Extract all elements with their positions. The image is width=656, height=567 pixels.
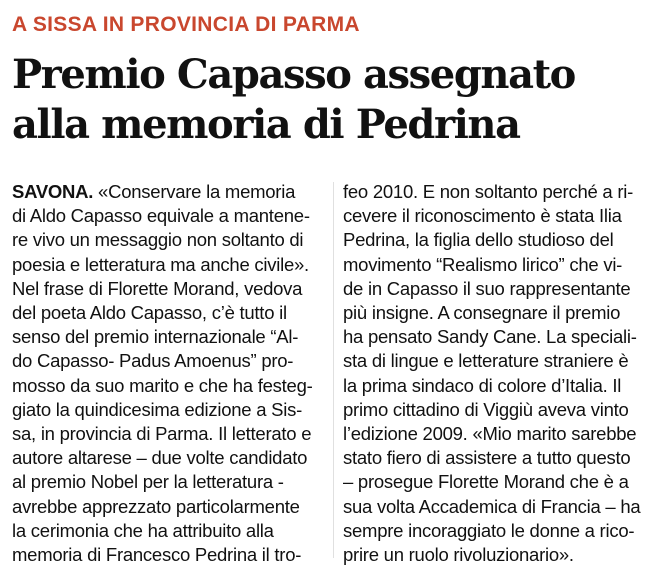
text-line: sa, in provincia di Parma. Il letterato e xyxy=(12,423,312,445)
text-line: cevere il riconoscimento è stata Ilia xyxy=(343,205,622,227)
text-line: senso del premio internazionale “Al- xyxy=(12,326,299,348)
text-line: feo 2010. E non soltanto perché a ri- xyxy=(343,181,634,202)
article-column-left xyxy=(12,180,328,567)
text-line: Nel frase di Florette Morand, vedova xyxy=(12,277,303,299)
text-line: del poeta Aldo Capasso, c’è tutto il xyxy=(12,302,287,324)
text-line: re vivo un messaggio non soltanto di xyxy=(12,229,304,251)
text-line: di Aldo Capasso equivale a mantene- xyxy=(12,205,310,227)
text-line: mosso da suo marito e che ha festeg- xyxy=(12,374,313,396)
text-line: poesia e letteratura ma anche civile». xyxy=(12,253,309,275)
text-line: stato fiero di assistere a tutto questo xyxy=(343,447,631,469)
text-line: autore altarese – due volte candidato xyxy=(12,447,308,469)
text-line: la prima sindaco di colore d’Italia. Il xyxy=(343,374,622,396)
article-headline xyxy=(12,50,652,150)
article-column-right xyxy=(343,180,653,567)
text-line: – prosegue Florette Morand che è a xyxy=(343,471,629,493)
text-line: do Capasso- Padus Amoenus” pro- xyxy=(12,350,294,372)
text-line: de in Capasso il suo rappresentante xyxy=(343,277,631,299)
text-line: Pedrina, la figlia dello studioso del xyxy=(343,229,614,251)
text-line-content: «Conservare la memoria xyxy=(93,181,296,202)
text-line: ha pensato Sandy Cane. La speciali- xyxy=(343,326,637,348)
text-line: giato la quindicesima edizione a Sis- xyxy=(12,398,303,420)
text-line: memoria di Francesco Pedrina il tro- xyxy=(12,544,302,566)
text-line: prire un ruolo rivoluzionario». xyxy=(343,544,574,566)
headline-line: alla memoria di Pedrina xyxy=(12,101,520,148)
text-line: al premio Nobel per la letteratura - xyxy=(12,471,284,493)
dateline: SAVONA. xyxy=(12,181,94,202)
text-line: primo cittadino di Viggiù aveva vinto xyxy=(343,398,629,420)
text-line xyxy=(12,180,328,204)
text-line: la cerimonia che ha attribuito alla xyxy=(12,519,274,541)
text-line: avrebbe apprezzato particolarmente xyxy=(12,495,300,517)
text-line: sempre incoraggiato le donne a rico- xyxy=(343,519,635,541)
text-line: sta di lingue e letterature straniere è xyxy=(343,350,629,372)
text-line: più insigne. A consegnare il premio xyxy=(343,302,621,324)
headline-line: Premio Capasso assegnato xyxy=(12,51,575,98)
section-kicker: A SISSA IN PROVINCIA DI PARMA xyxy=(12,13,360,36)
text-line: sua volta Accademica di Francia – ha xyxy=(343,495,641,517)
text-line: l’edizione 2009. «Mio marito sarebbe xyxy=(343,423,637,445)
text-line: movimento “Realismo lirico” che vi- xyxy=(343,253,623,275)
column-divider xyxy=(333,182,334,558)
